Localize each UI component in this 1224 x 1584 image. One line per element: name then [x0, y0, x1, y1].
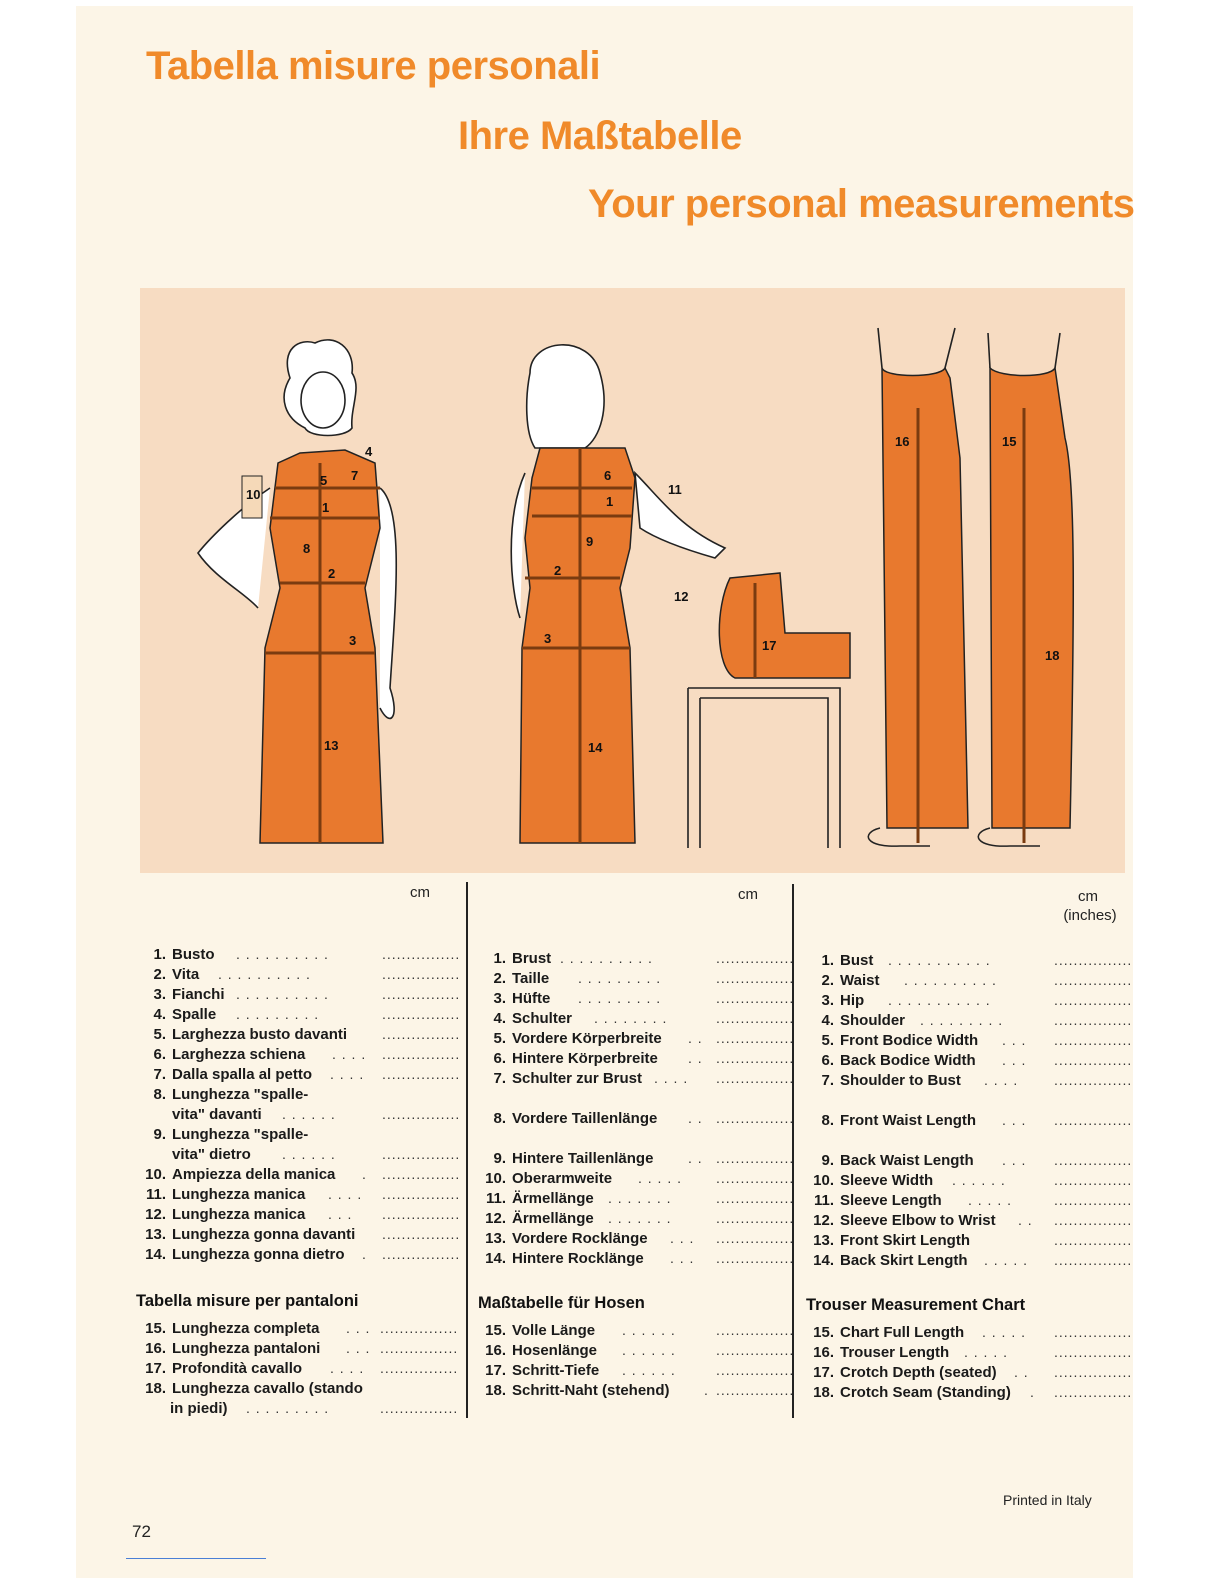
fill-dots: . . . . . .: [622, 1342, 676, 1358]
blank-line: ................: [1054, 1232, 1133, 1248]
col2-unit: cm: [738, 886, 758, 903]
blank-line: ................: [1054, 1364, 1133, 1380]
fill-dots: . . .: [1002, 1152, 1027, 1168]
list-item: 12. Sleeve Elbow to Wrist: [813, 1212, 996, 1229]
fill-dots: . . . . . .: [622, 1362, 676, 1378]
blank-line: ................: [716, 1010, 795, 1026]
blank-line: ................: [1054, 1324, 1133, 1340]
list-item: 11. Lunghezza manica: [145, 1186, 306, 1203]
fill-dots: . .: [688, 1110, 703, 1126]
list-item: 3. Hüfte: [493, 990, 551, 1007]
fill-dots: . . . . . . . . .: [920, 1012, 1004, 1028]
blank-line: ................: [380, 1400, 459, 1416]
label-front-7: 7: [351, 468, 359, 483]
fill-dots: . . . . . . . . . .: [236, 946, 329, 962]
trousers-section-title: Tabella misure per pantaloni: [136, 1292, 359, 1310]
blank-line: ................: [1054, 1152, 1133, 1168]
list-item: 4. Schulter: [493, 1010, 573, 1027]
column-english: [804, 952, 1133, 1412]
list-item: 9. Lunghezza "spalle-: [153, 1126, 309, 1143]
trousers-section-title: Trouser Measurement Chart: [806, 1296, 1026, 1314]
blank-line: ................: [716, 1382, 795, 1398]
blank-line: ................: [716, 1030, 795, 1046]
blank-line: ................: [716, 950, 795, 966]
column-german: [476, 950, 795, 1410]
list-item: 11. Sleeve Length: [813, 1192, 942, 1209]
bottom-rule: [126, 1558, 266, 1559]
list-item: 1. Busto: [153, 946, 215, 963]
blank-line: ................: [716, 1250, 795, 1266]
list-item: 7. Dalla spalla al petto: [153, 1066, 313, 1083]
list-item: 14. Lunghezza gonna dietro: [145, 1246, 345, 1263]
list-item: 12. Ärmellänge: [485, 1210, 594, 1227]
fill-dots: . . . . . . . . . .: [218, 966, 311, 982]
list-item: 10. Ampiezza della manica: [145, 1166, 336, 1183]
blank-line: ................: [1054, 1072, 1133, 1088]
col3-unit: cm: [1078, 888, 1098, 905]
label-seated-17: 17: [762, 638, 777, 653]
col3-unit-inches: (inches): [1063, 907, 1117, 924]
fill-dots: . . . . . .: [952, 1172, 1006, 1188]
blank-line: ................: [382, 966, 461, 982]
col1-unit: cm: [410, 884, 430, 901]
fill-dots: . . . . . . . . .: [246, 1400, 330, 1416]
list-item: 18. Crotch Seam (Standing): [813, 1384, 1011, 1401]
list-item: 7. Shoulder to Bust: [821, 1072, 961, 1089]
blank-line: ................: [716, 1342, 795, 1358]
fill-dots: . . . .: [984, 1072, 1019, 1088]
label-back-1: 1: [606, 494, 614, 509]
blank-line: ................: [382, 1226, 461, 1242]
blank-line: ................: [716, 1190, 795, 1206]
blank-line: ................: [1054, 1344, 1133, 1360]
fill-dots: . . . . . . .: [608, 1190, 672, 1206]
list-item: 15. Volle Länge: [485, 1322, 596, 1339]
blank-line: ................: [382, 1006, 461, 1022]
list-item: 14. Hintere Rocklänge: [485, 1250, 644, 1267]
fill-dots: . . . . .: [984, 1252, 1029, 1268]
fill-dots: . . .: [328, 1206, 353, 1222]
fill-dots: . . . . . . . . . .: [236, 986, 329, 1002]
label-trousers-16: 16: [895, 434, 910, 449]
blank-line: ................: [716, 1110, 795, 1126]
list-item: 3. Hip: [821, 992, 865, 1009]
fill-dots: . . . .: [330, 1360, 365, 1376]
blank-line: ................: [716, 1210, 795, 1226]
blank-line: ................: [1054, 992, 1133, 1008]
fill-dots: . . . . .: [968, 1192, 1013, 1208]
label-trousers-15: 15: [1002, 434, 1017, 449]
blank-line: ................: [1054, 1052, 1133, 1068]
list-item: 16. Trouser Length: [813, 1344, 950, 1361]
blank-line: ................: [380, 1320, 459, 1336]
list-item: 8. Vordere Taillenlänge: [493, 1110, 658, 1127]
list-item: 5. Front Bodice Width: [821, 1032, 979, 1049]
label-back-14: 14: [588, 740, 603, 755]
list-item: 4. Shoulder: [821, 1012, 906, 1029]
list-item: 8. Front Waist Length: [821, 1112, 977, 1129]
list-item: 2. Vita: [153, 966, 200, 983]
list-item: 2. Waist: [821, 972, 880, 989]
list-item: 10. Sleeve Width: [813, 1172, 934, 1189]
trousers-side: [978, 333, 1073, 846]
column-italian: [136, 946, 461, 1417]
list-item: 2. Taille: [493, 970, 550, 987]
list-item: 13. Front Skirt Length: [813, 1232, 970, 1249]
label-front-3: 3: [349, 633, 357, 648]
list-item: 1. Bust: [821, 952, 874, 969]
blank-line: ................: [716, 990, 795, 1006]
fill-dots: .: [362, 1246, 367, 1262]
fill-dots: . . . . . . . . .: [578, 990, 662, 1006]
label-front-5: 5: [320, 473, 328, 488]
blank-line: ................: [382, 1066, 461, 1082]
list-item: 11. Ärmellänge: [485, 1190, 594, 1207]
blank-line: ................: [1054, 1384, 1133, 1400]
list-item-continuation: vita" dietro: [172, 1146, 251, 1163]
blank-line: ................: [716, 1150, 795, 1166]
blank-line: ................: [1054, 1012, 1133, 1028]
fill-dots: . . .: [670, 1230, 695, 1246]
list-item: 1. Brust: [493, 950, 552, 967]
list-item: 13. Lunghezza gonna davanti: [145, 1226, 356, 1243]
fill-dots: . . . . . . .: [608, 1210, 672, 1226]
blank-line: ................: [1054, 952, 1133, 968]
list-item: 14. Back Skirt Length: [813, 1252, 968, 1269]
back-dress: [520, 448, 635, 843]
list-item: 18. Schritt-Naht (stehend): [485, 1382, 670, 1399]
blank-line: ................: [382, 1046, 461, 1062]
label-front-2: 2: [328, 566, 336, 581]
list-item: 5. Vordere Körperbreite: [493, 1030, 662, 1047]
blank-line: ................: [716, 1362, 795, 1378]
list-item: 7. Schulter zur Brust: [493, 1070, 643, 1087]
fill-dots: . . . . . . . . .: [236, 1006, 320, 1022]
label-front-1: 1: [322, 500, 330, 515]
title-german: Ihre Maßtabelle: [458, 114, 742, 158]
list-item: 12. Lunghezza manica: [145, 1206, 306, 1223]
fill-dots: . .: [1018, 1212, 1033, 1228]
fill-dots: . .: [1014, 1364, 1029, 1380]
fill-dots: . . . .: [330, 1066, 365, 1082]
fill-dots: . . .: [346, 1320, 371, 1336]
list-item: 17. Crotch Depth (seated): [813, 1364, 997, 1381]
blank-line: ................: [382, 1246, 461, 1262]
blank-line: ................: [382, 1186, 461, 1202]
fill-dots: . . . . .: [982, 1324, 1027, 1340]
fill-dots: . . . . . .: [282, 1146, 336, 1162]
list-item: 17. Profondità cavallo: [145, 1360, 303, 1377]
fill-dots: . . . . . . . . . .: [904, 972, 997, 988]
label-front-4: 4: [365, 444, 373, 459]
blank-line: ................: [380, 1360, 459, 1376]
label-trousers-18: 18: [1045, 648, 1060, 663]
list-item: 15. Lunghezza completa: [145, 1320, 320, 1337]
label-back-2: 2: [554, 563, 562, 578]
fill-dots: . .: [688, 1030, 703, 1046]
label-back-6: 6: [604, 468, 612, 483]
list-item: 17. Schritt-Tiefe: [485, 1362, 600, 1379]
fill-dots: . . . .: [654, 1070, 689, 1086]
blank-line: ................: [382, 1106, 461, 1122]
fill-dots: . . .: [346, 1340, 371, 1356]
fill-dots: . . . .: [328, 1186, 363, 1202]
list-item: 4. Spalle: [153, 1006, 217, 1023]
printed-in-italy: Printed in Italy: [1003, 1492, 1092, 1508]
trousers-section-title: Maßtabelle für Hosen: [478, 1294, 645, 1312]
fill-dots: .: [704, 1382, 709, 1398]
label-back-11: 11: [668, 482, 682, 497]
fill-dots: . .: [688, 1150, 703, 1166]
list-item: 9. Back Waist Length: [821, 1152, 974, 1169]
list-item: 3. Fianchi: [153, 986, 225, 1003]
list-item-continuation: vita" davanti: [172, 1106, 262, 1123]
fill-dots: . . . . .: [964, 1344, 1009, 1360]
label-back-9: 9: [586, 534, 594, 549]
list-item: 10. Oberarmweite: [485, 1170, 613, 1187]
blank-line: ................: [716, 1230, 795, 1246]
fill-dots: . . . . . . . . . .: [560, 950, 653, 966]
fill-dots: . . . . . . . . .: [578, 970, 662, 986]
label-front-10: 10: [246, 487, 261, 502]
fill-dots: . . .: [1002, 1112, 1027, 1128]
fill-dots: . . . . . . . . . . .: [888, 952, 991, 968]
measurement-illustration: [140, 288, 1125, 873]
title-italian: Tabella misure personali: [146, 44, 601, 88]
list-item: 15. Chart Full Length: [813, 1324, 965, 1341]
title-english: Your personal measurements: [588, 182, 1135, 226]
list-item: 6. Larghezza schiena: [153, 1046, 306, 1063]
fill-dots: .: [362, 1166, 367, 1182]
column-divider-1: [466, 882, 468, 1418]
blank-line: ................: [382, 1206, 461, 1222]
blank-line: ................: [382, 1026, 461, 1042]
fill-dots: . . . . . . . .: [594, 1010, 668, 1026]
blank-line: ................: [1054, 972, 1133, 988]
blank-line: ................: [1054, 1032, 1133, 1048]
label-front-8: 8: [303, 541, 311, 556]
blank-line: ................: [1054, 1192, 1133, 1208]
fill-dots: . .: [688, 1050, 703, 1066]
blank-line: ................: [1054, 1252, 1133, 1268]
fill-dots: . . .: [1002, 1052, 1027, 1068]
blank-line: ................: [716, 970, 795, 986]
fill-dots: . . . . .: [638, 1170, 683, 1186]
fill-dots: . . . . . .: [622, 1322, 676, 1338]
blank-line: ................: [1054, 1112, 1133, 1128]
fill-dots: . . . .: [332, 1046, 367, 1062]
page-number: 72: [132, 1522, 151, 1541]
list-item: 13. Vordere Rocklänge: [485, 1230, 648, 1247]
fill-dots: .: [1030, 1384, 1035, 1400]
label-back-3: 3: [544, 631, 552, 646]
fill-dots: . . . . . .: [282, 1106, 336, 1122]
blank-line: ................: [716, 1070, 795, 1086]
blank-line: ................: [382, 946, 461, 962]
label-front-13: 13: [324, 738, 339, 753]
list-item: 16. Hosenlänge: [485, 1342, 598, 1359]
fill-dots: . . . . . . . . . . .: [888, 992, 991, 1008]
list-item: 6. Back Bodice Width: [821, 1052, 976, 1069]
list-item: 18. Lunghezza cavallo (stando: [145, 1380, 363, 1397]
list-item: 5. Larghezza busto davanti: [153, 1026, 348, 1043]
blank-line: ................: [716, 1050, 795, 1066]
list-item: 8. Lunghezza "spalle-: [153, 1086, 309, 1103]
label-back-12: 12: [674, 589, 689, 604]
list-item-continuation: in piedi): [170, 1400, 228, 1417]
blank-line: ................: [716, 1170, 795, 1186]
list-item: 6. Hintere Körperbreite: [493, 1050, 658, 1067]
blank-line: ................: [1054, 1172, 1133, 1188]
blank-line: ................: [382, 1146, 461, 1162]
fill-dots: . . .: [670, 1250, 695, 1266]
list-item: 9. Hintere Taillenlänge: [493, 1150, 654, 1167]
blank-line: ................: [382, 986, 461, 1002]
blank-line: ................: [1054, 1212, 1133, 1228]
list-item: 16. Lunghezza pantaloni: [145, 1340, 321, 1357]
fill-dots: . . .: [1002, 1032, 1027, 1048]
blank-line: ................: [716, 1322, 795, 1338]
blank-line: ................: [382, 1166, 461, 1182]
blank-line: ................: [380, 1340, 459, 1356]
